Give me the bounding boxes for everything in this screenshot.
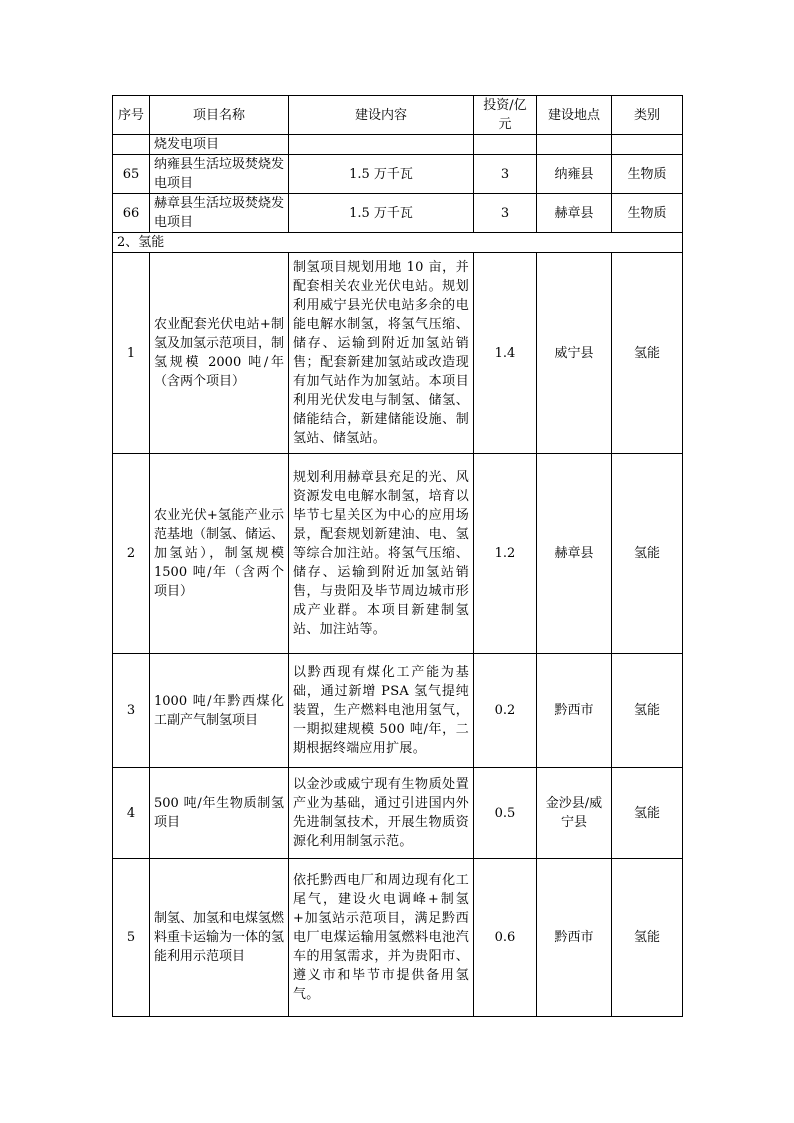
- row-investment: 0.6: [474, 859, 537, 1017]
- row-content: 规划利用赫章县充足的光、风资源发电电解水制氢，培育以毕节七星关区为中心的应用场景，配套规划新建油、电、氢等综合加注站。将氢气压缩、储存、运输到附近加氢站销售，与贵阳及毕节周边城市形成产业群。本项目新建制氢站、加注站等。: [289, 454, 474, 654]
- table-row: [113, 859, 683, 1017]
- row-seq: 65: [113, 155, 150, 194]
- row-category: 氢能: [612, 454, 683, 654]
- row-content: 以金沙或威宁现有生物质处置产业为基础，通过引进国内外先进制氢技术，开展生物质资源化利用制氢示范。: [289, 768, 474, 859]
- header-name: 项目名称: [150, 96, 289, 135]
- row-location: 威宁县: [537, 253, 612, 454]
- row-name: 500 吨/年生物质制氢项目: [150, 768, 289, 859]
- row-location: 赫章县: [537, 454, 612, 654]
- row-investment: 1.4: [474, 253, 537, 454]
- row-content: 以黔西现有煤化工产能为基础，通过新增 PSA 氢气提纯装置，生产燃料电池用氢气，一期拟建规模 500 吨/年，二期根据终端应用扩展。: [289, 654, 474, 768]
- section-row: [113, 233, 683, 253]
- row-content: 1.5 万千瓦: [289, 194, 474, 233]
- row-category: 氢能: [612, 859, 683, 1017]
- row-name: 农业配套光伏电站+制氢及加氢示范项目，制氢规模 2000 吨/年（含两个项目）: [150, 253, 289, 454]
- header-category: 类别: [612, 96, 683, 135]
- row-name: 1000 吨/年黔西煤化工副产气制氢项目: [150, 654, 289, 768]
- header-location: 建设地点: [537, 96, 612, 135]
- row-investment: 3: [474, 155, 537, 194]
- table-row: [113, 155, 683, 194]
- header-investment: 投资/亿元: [474, 96, 537, 135]
- table-row: [113, 454, 683, 654]
- table-header-row: [113, 96, 683, 135]
- row-content: 1.5 万千瓦: [289, 155, 474, 194]
- row-seq: 66: [113, 194, 150, 233]
- row-location: 赫章县: [537, 194, 612, 233]
- continuation-name: 烧发电项目: [150, 135, 289, 155]
- table-row: [113, 654, 683, 768]
- row-category: 生物质: [612, 155, 683, 194]
- row-seq: 2: [113, 454, 150, 654]
- row-name: 农业光伏+氢能产业示范基地（制氢、储运、加氢站），制氢规模 1500 吨/年（含两个项目）: [150, 454, 289, 654]
- row-category: 氢能: [612, 253, 683, 454]
- row-location: 纳雍县: [537, 155, 612, 194]
- header-seq: 序号: [113, 96, 150, 135]
- row-location: 黔西市: [537, 859, 612, 1017]
- project-table: [112, 95, 683, 1017]
- table-row: [113, 194, 683, 233]
- row-investment: 1.2: [474, 454, 537, 654]
- row-category: 氢能: [612, 768, 683, 859]
- row-seq: 3: [113, 654, 150, 768]
- row-category: 生物质: [612, 194, 683, 233]
- table-row-continuation: [113, 135, 683, 155]
- row-content: 依托黔西电厂和周边现有化工尾气，建设火电调峰+制氢+加氢站示范项目，满足黔西电厂电煤运输用氢燃料电池汽车的用氢需求，并为贵阳市、遵义市和毕节市提供备用氢气。: [289, 859, 474, 1017]
- row-seq: 4: [113, 768, 150, 859]
- row-investment: 0.2: [474, 654, 537, 768]
- row-seq: 5: [113, 859, 150, 1017]
- row-category: 氢能: [612, 654, 683, 768]
- row-location: 黔西市: [537, 654, 612, 768]
- table-row: [113, 253, 683, 454]
- row-content: 制氢项目规划用地 10 亩，并配套相关农业光伏电站。规划利用威宁县光伏电站多余的电能电解水制氢，将氢气压缩、储存、运输到附近加氢站销售；配套新建加氢站或改造现有加气站作为加氢站。本项目利用光伏发电与制氢、储氢、储能结合，新建储能设施、制氢站、储氢站。: [289, 253, 474, 454]
- row-name: 赫章县生活垃圾焚烧发电项目: [150, 194, 289, 233]
- header-content: 建设内容: [289, 96, 474, 135]
- row-seq: 1: [113, 253, 150, 454]
- table-row: [113, 768, 683, 859]
- row-name: 纳雍县生活垃圾焚烧发电项目: [150, 155, 289, 194]
- row-location: 金沙县/威宁县: [537, 768, 612, 859]
- row-investment: 0.5: [474, 768, 537, 859]
- section-title: 2、氢能: [113, 233, 683, 253]
- row-name: 制氢、加氢和电煤氢燃料重卡运输为一体的氢能利用示范项目: [150, 859, 289, 1017]
- row-investment: 3: [474, 194, 537, 233]
